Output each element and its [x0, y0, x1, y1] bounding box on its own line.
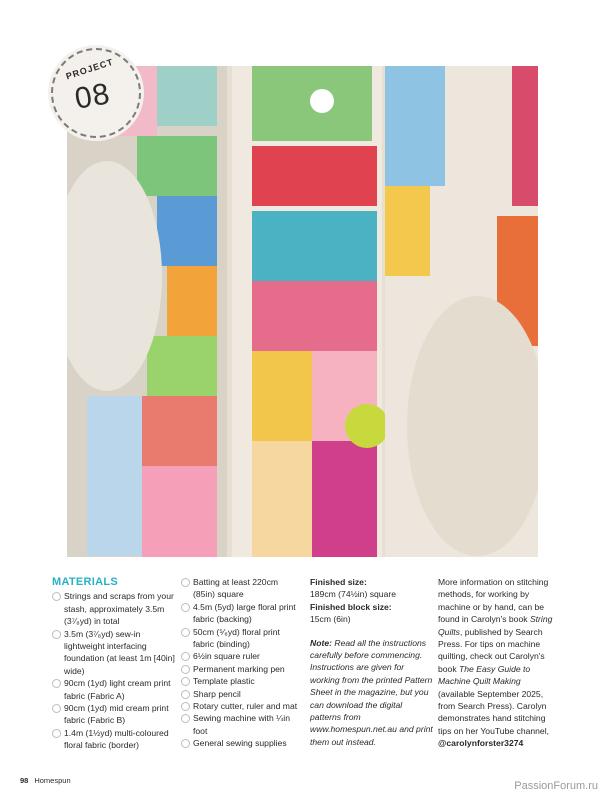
materials-item: 3.5m (3⁷⁄₈yd) sew-in lightweight interfacing foundation (at least 1m [40in] wide)	[52, 628, 177, 678]
note-text: Read all the instructions carefully before commencing. Instructions are given for working from the printed Pattern Sheet in the magazine, but you can download the digital patterns from www.homespun.net.au and print them out instead.	[310, 637, 433, 747]
materials-item: Sewing machine with ¼in foot	[181, 712, 301, 737]
materials-list-1	[52, 590, 177, 751]
materials-list-2	[181, 576, 301, 750]
book-title-2: The Easy Guide to Machine Quilt Making	[438, 663, 531, 687]
materials-item: 50cm (⁵⁄₈yd) floral print fabric (binding)	[181, 626, 301, 651]
finished-size-value: 189cm (74½in) square	[310, 589, 396, 600]
project-label: PROJECT	[64, 56, 115, 82]
book-title-1: String Quilts	[438, 614, 553, 637]
page-number: 98	[20, 776, 29, 785]
materials-item: General sewing supplies	[181, 737, 301, 749]
materials-item: Strings and scraps from your stash, approximately 3.5m (3⁷⁄₈yd) in total	[52, 590, 177, 627]
finished-size-column	[310, 576, 433, 748]
page-footer	[20, 776, 71, 785]
finished-block-label: Finished block size:	[310, 601, 392, 612]
materials-item: Sharp pencil	[181, 688, 301, 700]
note-paragraph	[310, 637, 433, 749]
materials-item: Rotary cutter, ruler and mat	[181, 700, 301, 712]
info-text-1: More information on stitching methods, for working by machine or by hand, can be found in Carolyn's book	[438, 577, 549, 625]
magazine-name: Homespun	[34, 776, 71, 785]
finished-size-label: Finished size:	[310, 577, 367, 587]
materials-heading: MATERIALS	[52, 576, 119, 588]
right-quilt-roll	[385, 66, 538, 557]
info-text-2: , published by Search Press. For tips on machine quilting, check out Carolyn's book	[438, 626, 545, 674]
materials-column-2	[181, 576, 301, 750]
project-number: 08	[72, 77, 113, 116]
materials-item: Batting at least 220cm (85in) square	[181, 576, 301, 601]
materials-column-1	[52, 576, 177, 752]
materials-item: Template plastic	[181, 675, 301, 687]
youtube-handle: @carolynforster3274	[438, 738, 524, 749]
left-quilt-roll	[67, 66, 227, 557]
note-label: Note:	[310, 637, 332, 648]
info-column	[438, 576, 558, 750]
materials-item: Permanent marking pen	[181, 663, 301, 675]
quilt-illustration	[67, 66, 538, 557]
watermark: PassionForum.ru	[514, 780, 598, 792]
materials-item: 1.4m (1½yd) multi-coloured floral fabric (border)	[52, 727, 177, 752]
middle-quilt-roll	[232, 66, 389, 557]
finished-block-value: 15cm (6in)	[310, 614, 351, 625]
project-badge	[51, 48, 141, 138]
materials-item: 90cm (1yd) light cream print fabric (Fabric A)	[52, 677, 177, 702]
materials-item: 4.5m (5yd) large floral print fabric (backing)	[181, 601, 301, 626]
materials-item: 90cm (1yd) mid cream print fabric (Fabric B)	[52, 702, 177, 727]
quilt-photo	[67, 66, 538, 557]
info-text-3: (available September 2025, from Search Press). Carolyn demonstrates hand stitching tips on her YouTube channel,	[438, 688, 550, 736]
materials-item: 6½in square ruler	[181, 650, 301, 662]
